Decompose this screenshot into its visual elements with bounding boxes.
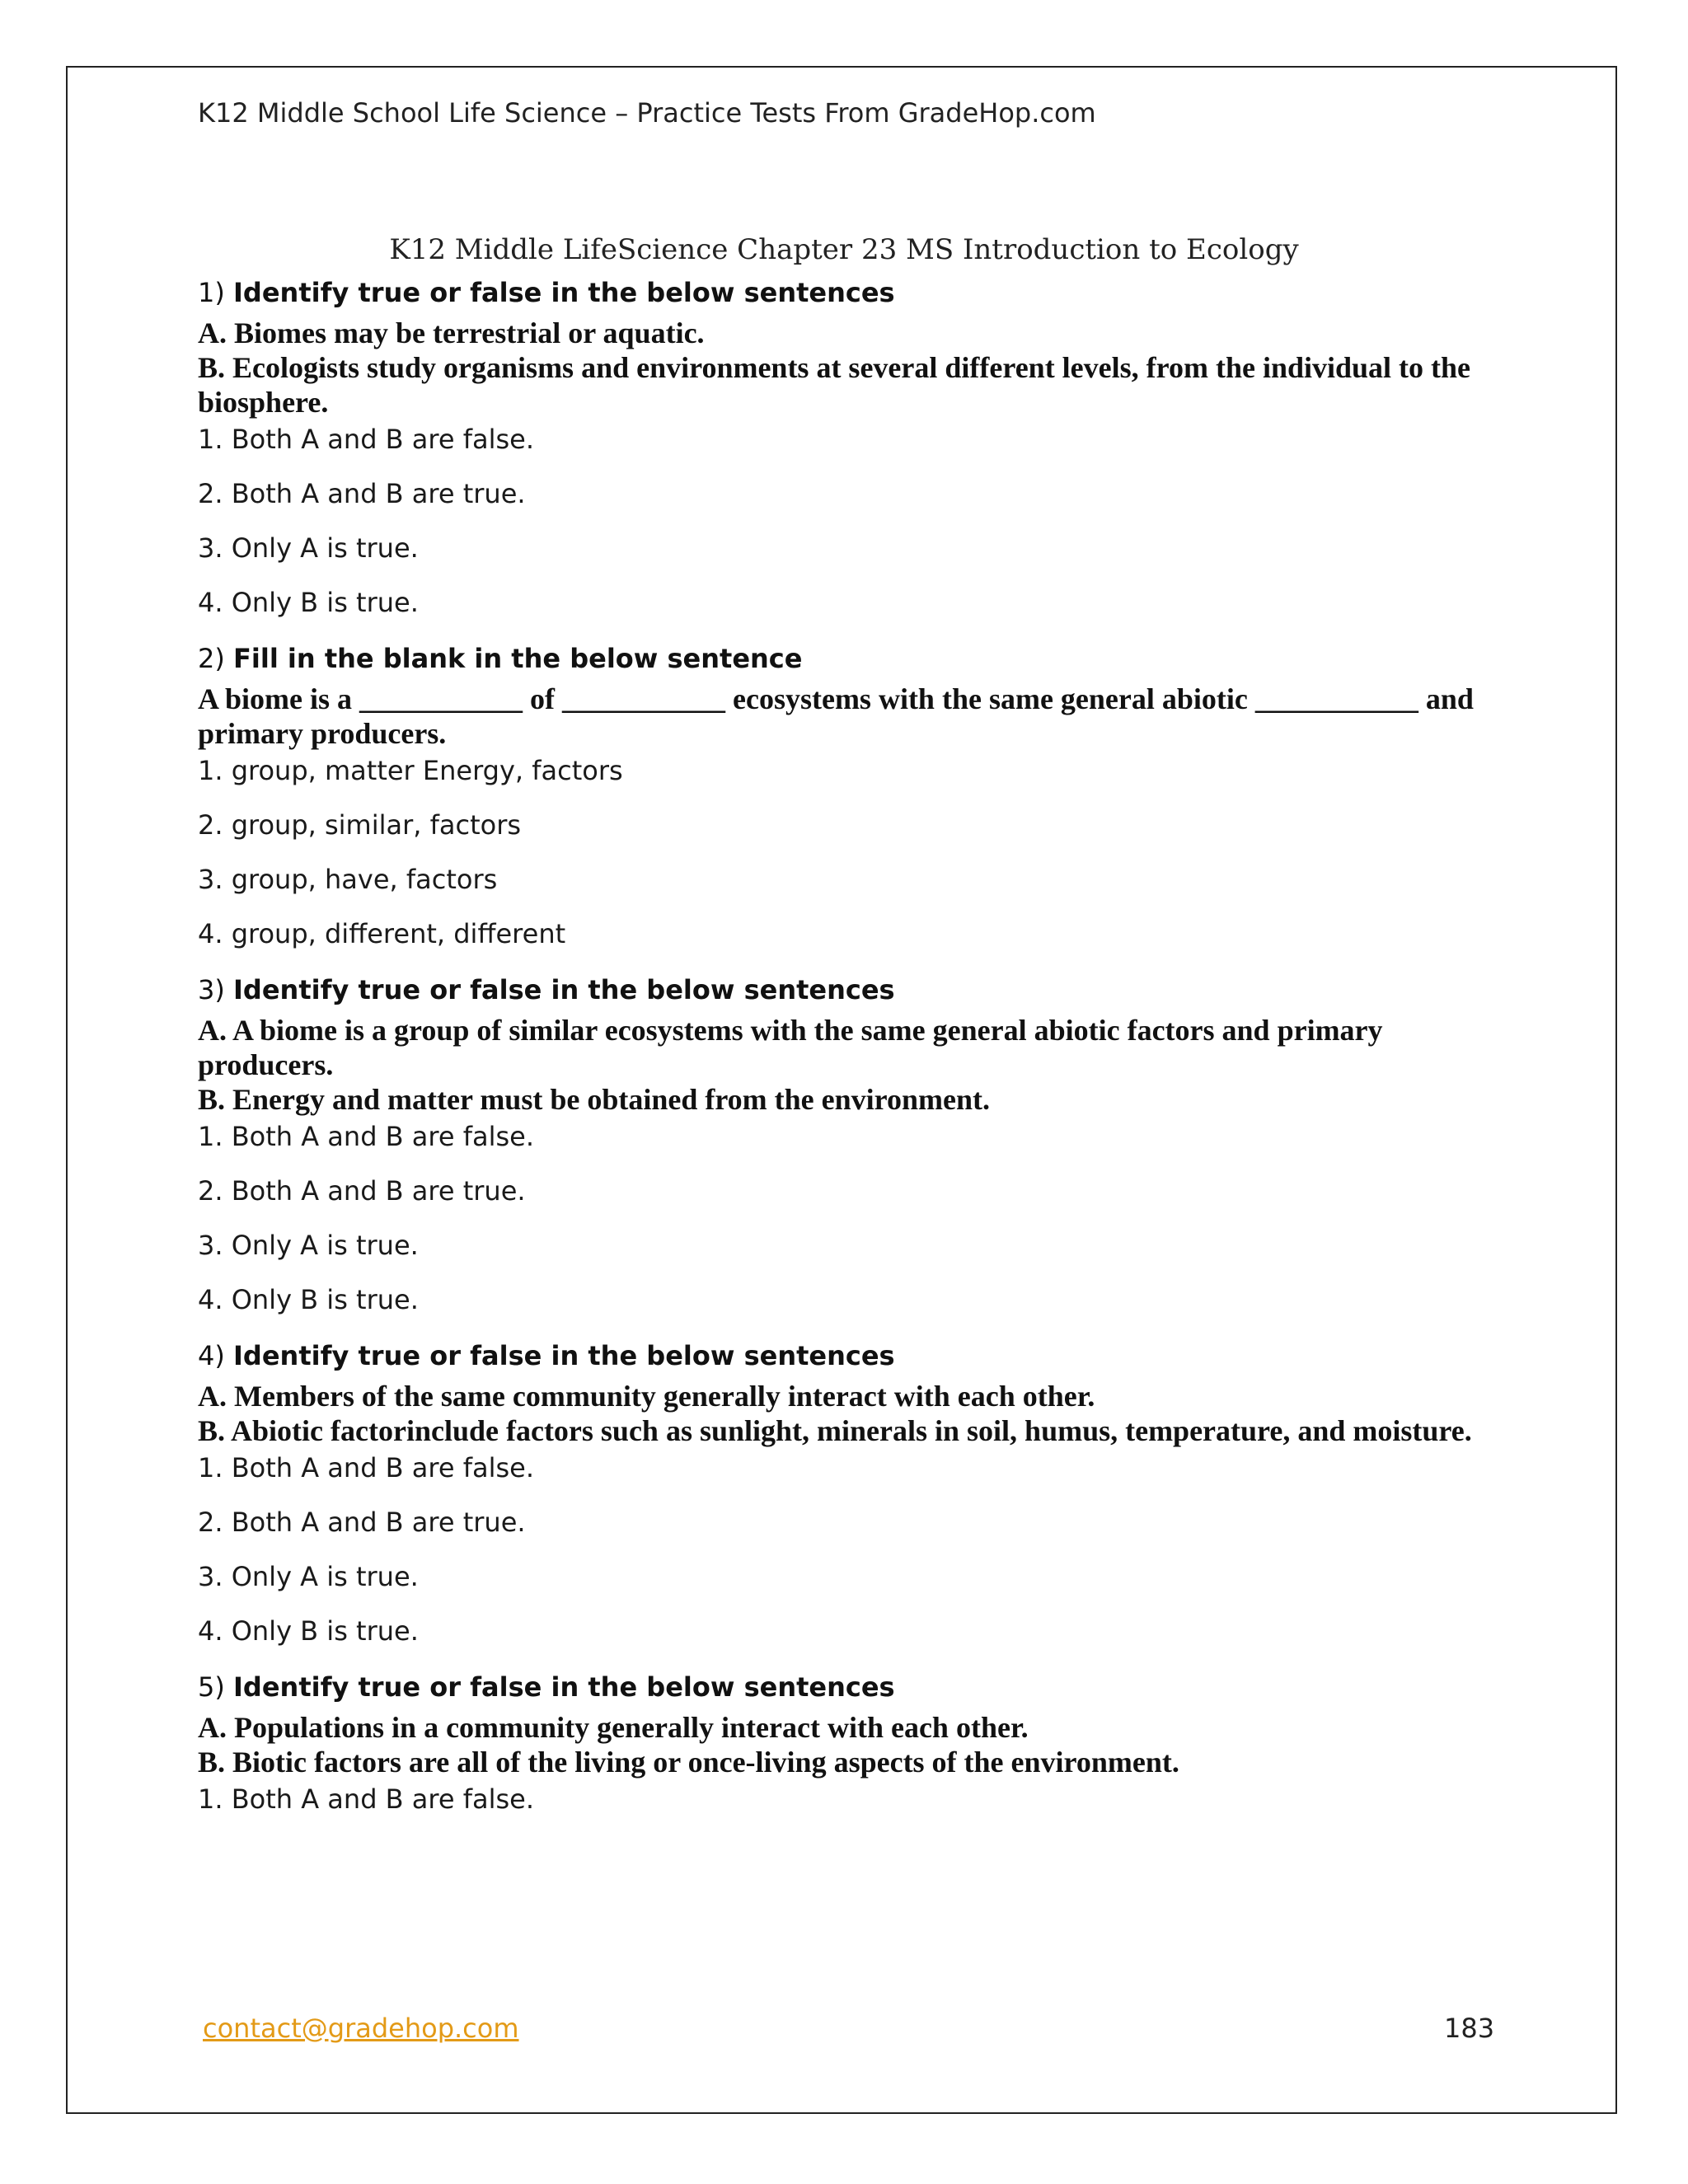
answer-option[interactable]: 1. Both A and B are false. [198,1121,535,1152]
question-prompt [198,640,1484,677]
answer-option[interactable]: 3. Only A is true. [198,1561,419,1592]
answer-options [198,754,1484,950]
answer-option[interactable]: 4. Only B is true. [198,587,419,618]
answer-options [198,1451,1484,1647]
page-number: 183 [1444,2013,1495,2044]
question-prompt [198,1669,1484,1705]
answer-option[interactable]: 4. Only B is true. [198,1615,419,1647]
statement-b: B. Ecologists study organisms and environments at several different levels, from the individual to the biosphere. [198,351,1471,419]
answer-options [198,423,1484,619]
question-5 [198,1669,1484,1816]
question-2 [198,640,1484,950]
answer-option[interactable]: 3. Only A is true. [198,532,419,564]
answer-option[interactable]: 4. group, different, different [198,918,566,949]
statement-a: A. Members of the same community generally interact with each other. [198,1380,1095,1413]
answer-option[interactable]: 2. Both A and B are true. [198,1175,526,1207]
question-number: 4) [198,1340,225,1371]
question-number: 5) [198,1671,225,1703]
answer-option[interactable]: 3. group, have, factors [198,864,498,895]
statement-b: B. Energy and matter must be obtained from the environment. [198,1083,990,1116]
statement-a: A. Populations in a community generally interact with each other. [198,1711,1029,1744]
question-instruction: Fill in the blank in the below sentence [233,643,803,674]
answer-option[interactable]: 1. group, matter Energy, factors [198,755,623,786]
statement-a: A. Biomes may be terrestrial or aquatic. [198,316,705,349]
question-instruction: Identify true or false in the below sentences [233,1671,895,1703]
statement-b: B. Abiotic factorinclude factors such as sunlight, minerals in soil, humus, temperature, and moisture. [198,1414,1472,1447]
answer-option[interactable]: 2. Both A and B are true. [198,1507,526,1538]
answer-option[interactable]: 1. Both A and B are false. [198,424,535,455]
question-1 [198,274,1484,619]
page-header: K12 Middle School Life Science – Practice Tests From GradeHop.com [198,97,1096,129]
question-number: 2) [198,643,225,674]
question-instruction: Identify true or false in the below sentences [233,277,895,308]
question-instruction: Identify true or false in the below sentences [233,974,895,1005]
answer-option[interactable]: 2. Both A and B are true. [198,478,526,509]
answer-option[interactable]: 2. group, similar, factors [198,809,522,841]
contact-email-link[interactable]: contact@gradehop.com [203,2013,519,2044]
question-prompt [198,1338,1484,1374]
question-number: 1) [198,277,225,308]
answer-option[interactable]: 4. Only B is true. [198,1284,419,1315]
statement-b: B. Biotic factors are all of the living or once-living aspects of the environment. [198,1746,1179,1779]
answer-options [198,1783,1484,1816]
question-number: 3) [198,974,225,1005]
answer-option[interactable]: 3. Only A is true. [198,1230,419,1261]
answer-option[interactable]: 1. Both A and B are false. [198,1783,535,1815]
question-4 [198,1338,1484,1647]
statement-a: A. A biome is a group of similar ecosystems with the same general abiotic factors and primary producers. [198,1014,1383,1081]
answer-options [198,1120,1484,1316]
answer-option[interactable]: 1. Both A and B are false. [198,1452,535,1483]
question-instruction: Identify true or false in the below sentences [233,1340,895,1371]
question-prompt [198,972,1484,1008]
question-prompt [198,274,1484,311]
question-3 [198,972,1484,1316]
chapter-title: K12 Middle LifeScience Chapter 23 MS Introduction to Ecology [389,233,1299,266]
fill-in-statement: A biome is a ___________ of ___________ ecosystems with the same general abiotic ___________ and primary producers. [198,682,1474,750]
questions-container [198,274,1484,1837]
